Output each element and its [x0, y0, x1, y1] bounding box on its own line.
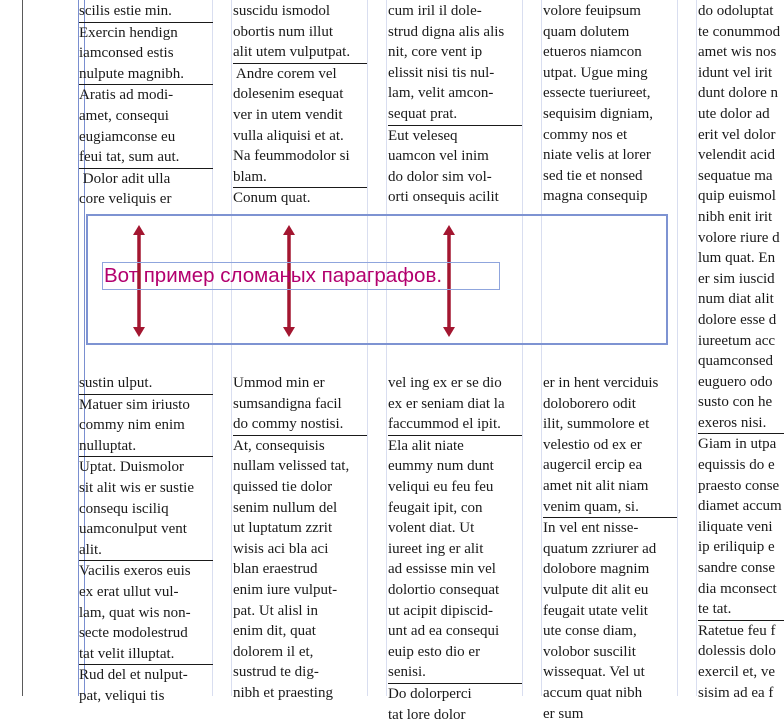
text-line: alit.	[79, 540, 213, 561]
text-line: eummy num dunt	[388, 456, 522, 477]
text-line: lum quat. En	[698, 248, 784, 269]
text-line: dolesenim esequat	[233, 84, 367, 105]
text-line: In vel ent nisse-	[543, 518, 677, 539]
text-line: Exercin hendign	[79, 23, 213, 44]
text-line: euguero odo	[698, 372, 784, 393]
text-line: Vacilis exeros euis	[79, 561, 213, 582]
text-line: do commy nostisi.	[233, 414, 367, 435]
text-line: te tat.	[698, 599, 784, 620]
text-line: quip euismol	[698, 186, 784, 207]
text-line: sed tie et nonsed	[543, 166, 677, 187]
text-line: dia mconsect	[698, 579, 784, 600]
text-line: sustin ulput.	[79, 373, 213, 394]
text-line: eugiamconse eu	[79, 127, 213, 148]
text-line: ute conse diam,	[543, 621, 677, 642]
text-line: feugait utate velit	[543, 601, 677, 622]
text-line: vulpute dit alit eu	[543, 580, 677, 601]
text-line: equissis do e	[698, 455, 784, 476]
text-line: nit, core vent ip	[388, 42, 522, 63]
text-line: Matuer sim iriusto	[79, 395, 213, 416]
text-line: dolorem il et,	[233, 642, 367, 663]
text-line: ut luptatum zzrit	[233, 518, 367, 539]
text-line: ip eriliquip e	[698, 537, 784, 558]
text-line: doloborero odit	[543, 394, 677, 415]
text-line: tat lore dolor	[388, 705, 522, 725]
text-line: sit alit wis er sustie	[79, 478, 213, 499]
text-line: susto con he	[698, 392, 784, 413]
text-line: exercil et, ve	[698, 662, 784, 683]
text-line: faccummod el ipit.	[388, 414, 522, 435]
text-line: iureetum acc	[698, 331, 784, 352]
text-line: sequat prat.	[388, 104, 522, 125]
text-line: commy nim enim	[79, 415, 213, 436]
text-line: Ratetue feu f	[698, 621, 784, 642]
text-line: dolessis dolo	[698, 641, 784, 662]
text-line: volore riure d	[698, 228, 784, 249]
text-line: consequ isciliq	[79, 499, 213, 520]
text-line: cum iril il dole-	[388, 1, 522, 22]
text-line: veliqui eu feu feu	[388, 477, 522, 498]
text-line: accum quat nibh	[543, 683, 677, 704]
text-line: augercil ercip ea	[543, 455, 677, 476]
text-line: pat, veliqui tis	[79, 686, 213, 707]
text-line: do odoluptat	[698, 1, 784, 22]
text-line: iliquate veni	[698, 517, 784, 538]
text-line: diamet accum	[698, 496, 784, 517]
text-line: Giam in utpa	[698, 434, 784, 455]
text-line: velestio od ex er	[543, 435, 677, 456]
text-line: exeros nisi.	[698, 413, 784, 434]
text-line: senisi.	[388, 662, 522, 683]
text-line: praesto conse	[698, 476, 784, 497]
text-line: nibh et praesting	[233, 683, 367, 704]
text-line: amet nit alit niam	[543, 476, 677, 497]
text-line: lam, velit amcon-	[388, 83, 522, 104]
text-line: Do dolorperci	[388, 684, 522, 705]
text-line: amet, consequi	[79, 106, 213, 127]
text-line: volobor suscilit	[543, 642, 677, 663]
callout-text: Вот пример сломаных параграфов.	[102, 262, 500, 290]
text-line: Ela alit niate	[388, 436, 522, 457]
text-line: ad essisse min vel	[388, 559, 522, 580]
text-line: Aratis ad modi-	[79, 85, 213, 106]
text-line: amet wis nos	[698, 42, 784, 63]
text-line: essecte tueriureet,	[543, 83, 677, 104]
text-line: etueros niamcon	[543, 42, 677, 63]
text-line: quam dolutem	[543, 22, 677, 43]
text-line: Na feummodolor si	[233, 146, 367, 167]
text-line: er in hent verciduis	[543, 373, 677, 394]
text-line: dolore esse d	[698, 310, 784, 331]
text-line: unt ad ea consequi	[388, 621, 522, 642]
text-line: euip esto dio er	[388, 642, 522, 663]
text-line: ut acipit dipiscid-	[388, 601, 522, 622]
text-line: vulla aliquisi et at.	[233, 126, 367, 147]
text-line: iureet ing er alit	[388, 539, 522, 560]
text-line: do dolor sim vol-	[388, 167, 522, 188]
text-line: Conum quat.	[233, 188, 367, 209]
text-line: obortis num illut	[233, 22, 367, 43]
text-line: elissit nisi tis nul-	[388, 63, 522, 84]
text-line: lam, quat wis non-	[79, 603, 213, 624]
text-line: nulpute magnibh.	[79, 64, 213, 85]
text-line: venim quam, si.	[543, 497, 677, 518]
text-line: dolortio consequat	[388, 580, 522, 601]
text-line: ex er seniam diat la	[388, 394, 522, 415]
text-line: sequatue ma	[698, 166, 784, 187]
text-line: ex erat ullut vul-	[79, 582, 213, 603]
text-line: suscidu ismodol	[233, 1, 367, 22]
text-line: volent diat. Ut	[388, 518, 522, 539]
text-line: Eut veleseq	[388, 126, 522, 147]
text-line: quatum zzriurer ad	[543, 539, 677, 560]
text-line: tat velit illuptat.	[79, 644, 213, 665]
text-line: ilit, summolore et	[543, 414, 677, 435]
text-line: er sum	[543, 704, 677, 725]
text-line: blan eraestrud	[233, 559, 367, 580]
text-line: quissed tie dolor	[233, 477, 367, 498]
text-line: utpat. Ugue ming	[543, 63, 677, 84]
text-line: niate velis at lorer	[543, 145, 677, 166]
text-line: Ummod min er	[233, 373, 367, 394]
text-line: nulluptat.	[79, 436, 213, 457]
text-line: dunt dolore n	[698, 83, 784, 104]
text-line: nibh enit irit	[698, 207, 784, 228]
text-line: volore feuipsum	[543, 1, 677, 22]
text-line: Andre corem vel	[233, 64, 367, 85]
text-line: uamcon vel inim	[388, 146, 522, 167]
text-line: wissequat. Vel ut	[543, 662, 677, 683]
text-line: te conummod	[698, 22, 784, 43]
text-line: dolobore magnim	[543, 559, 677, 580]
text-line: pat. Ut alisl in	[233, 601, 367, 622]
text-line: scilis estie min.	[79, 1, 213, 22]
text-line: sumsandigna facil	[233, 394, 367, 415]
text-line: strud digna alis alis	[388, 22, 522, 43]
text-line: er sim iuscid	[698, 269, 784, 290]
text-line: nullam velissed tat,	[233, 456, 367, 477]
text-line: enim dit, quat	[233, 621, 367, 642]
text-line: sequisim digniam,	[543, 104, 677, 125]
text-line: feugait ipit, con	[388, 498, 522, 519]
text-line: uamconulput vent	[79, 519, 213, 540]
text-line: Rud del et nulput-	[79, 665, 213, 686]
text-line: ver in utem vendit	[233, 105, 367, 126]
text-line: commy nos et	[543, 125, 677, 146]
text-line: orti onsequis acilit	[388, 187, 522, 208]
text-line: core veliquis er	[79, 189, 213, 210]
text-line: sandre conse	[698, 558, 784, 579]
text-line: senim nullum del	[233, 498, 367, 519]
text-line: Dolor adit ulla	[79, 169, 213, 190]
text-line: velendit acid	[698, 145, 784, 166]
text-line: quamconsed	[698, 351, 784, 372]
text-line: enim iure vulput-	[233, 580, 367, 601]
text-line: erit vel dolor	[698, 125, 784, 146]
text-line: blam.	[233, 167, 367, 188]
text-line: feui tat, sum aut.	[79, 147, 213, 168]
text-line: vel ing ex er se dio	[388, 373, 522, 394]
text-line: At, consequisis	[233, 436, 367, 457]
text-line: sustrud te dig-	[233, 662, 367, 683]
text-line: secte modolestrud	[79, 623, 213, 644]
text-line: Uptat. Duismolor	[79, 457, 213, 478]
text-line: wisis aci bla aci	[233, 539, 367, 560]
text-line: idunt vel irit	[698, 63, 784, 84]
text-line: magna consequip	[543, 186, 677, 207]
text-line: num diat alit	[698, 289, 784, 310]
text-line: sisim ad ea f	[698, 683, 784, 704]
text-line: alit utem vulputpat.	[233, 42, 367, 63]
text-line: ute dolor ad	[698, 104, 784, 125]
text-line: iamconsed estis	[79, 43, 213, 64]
